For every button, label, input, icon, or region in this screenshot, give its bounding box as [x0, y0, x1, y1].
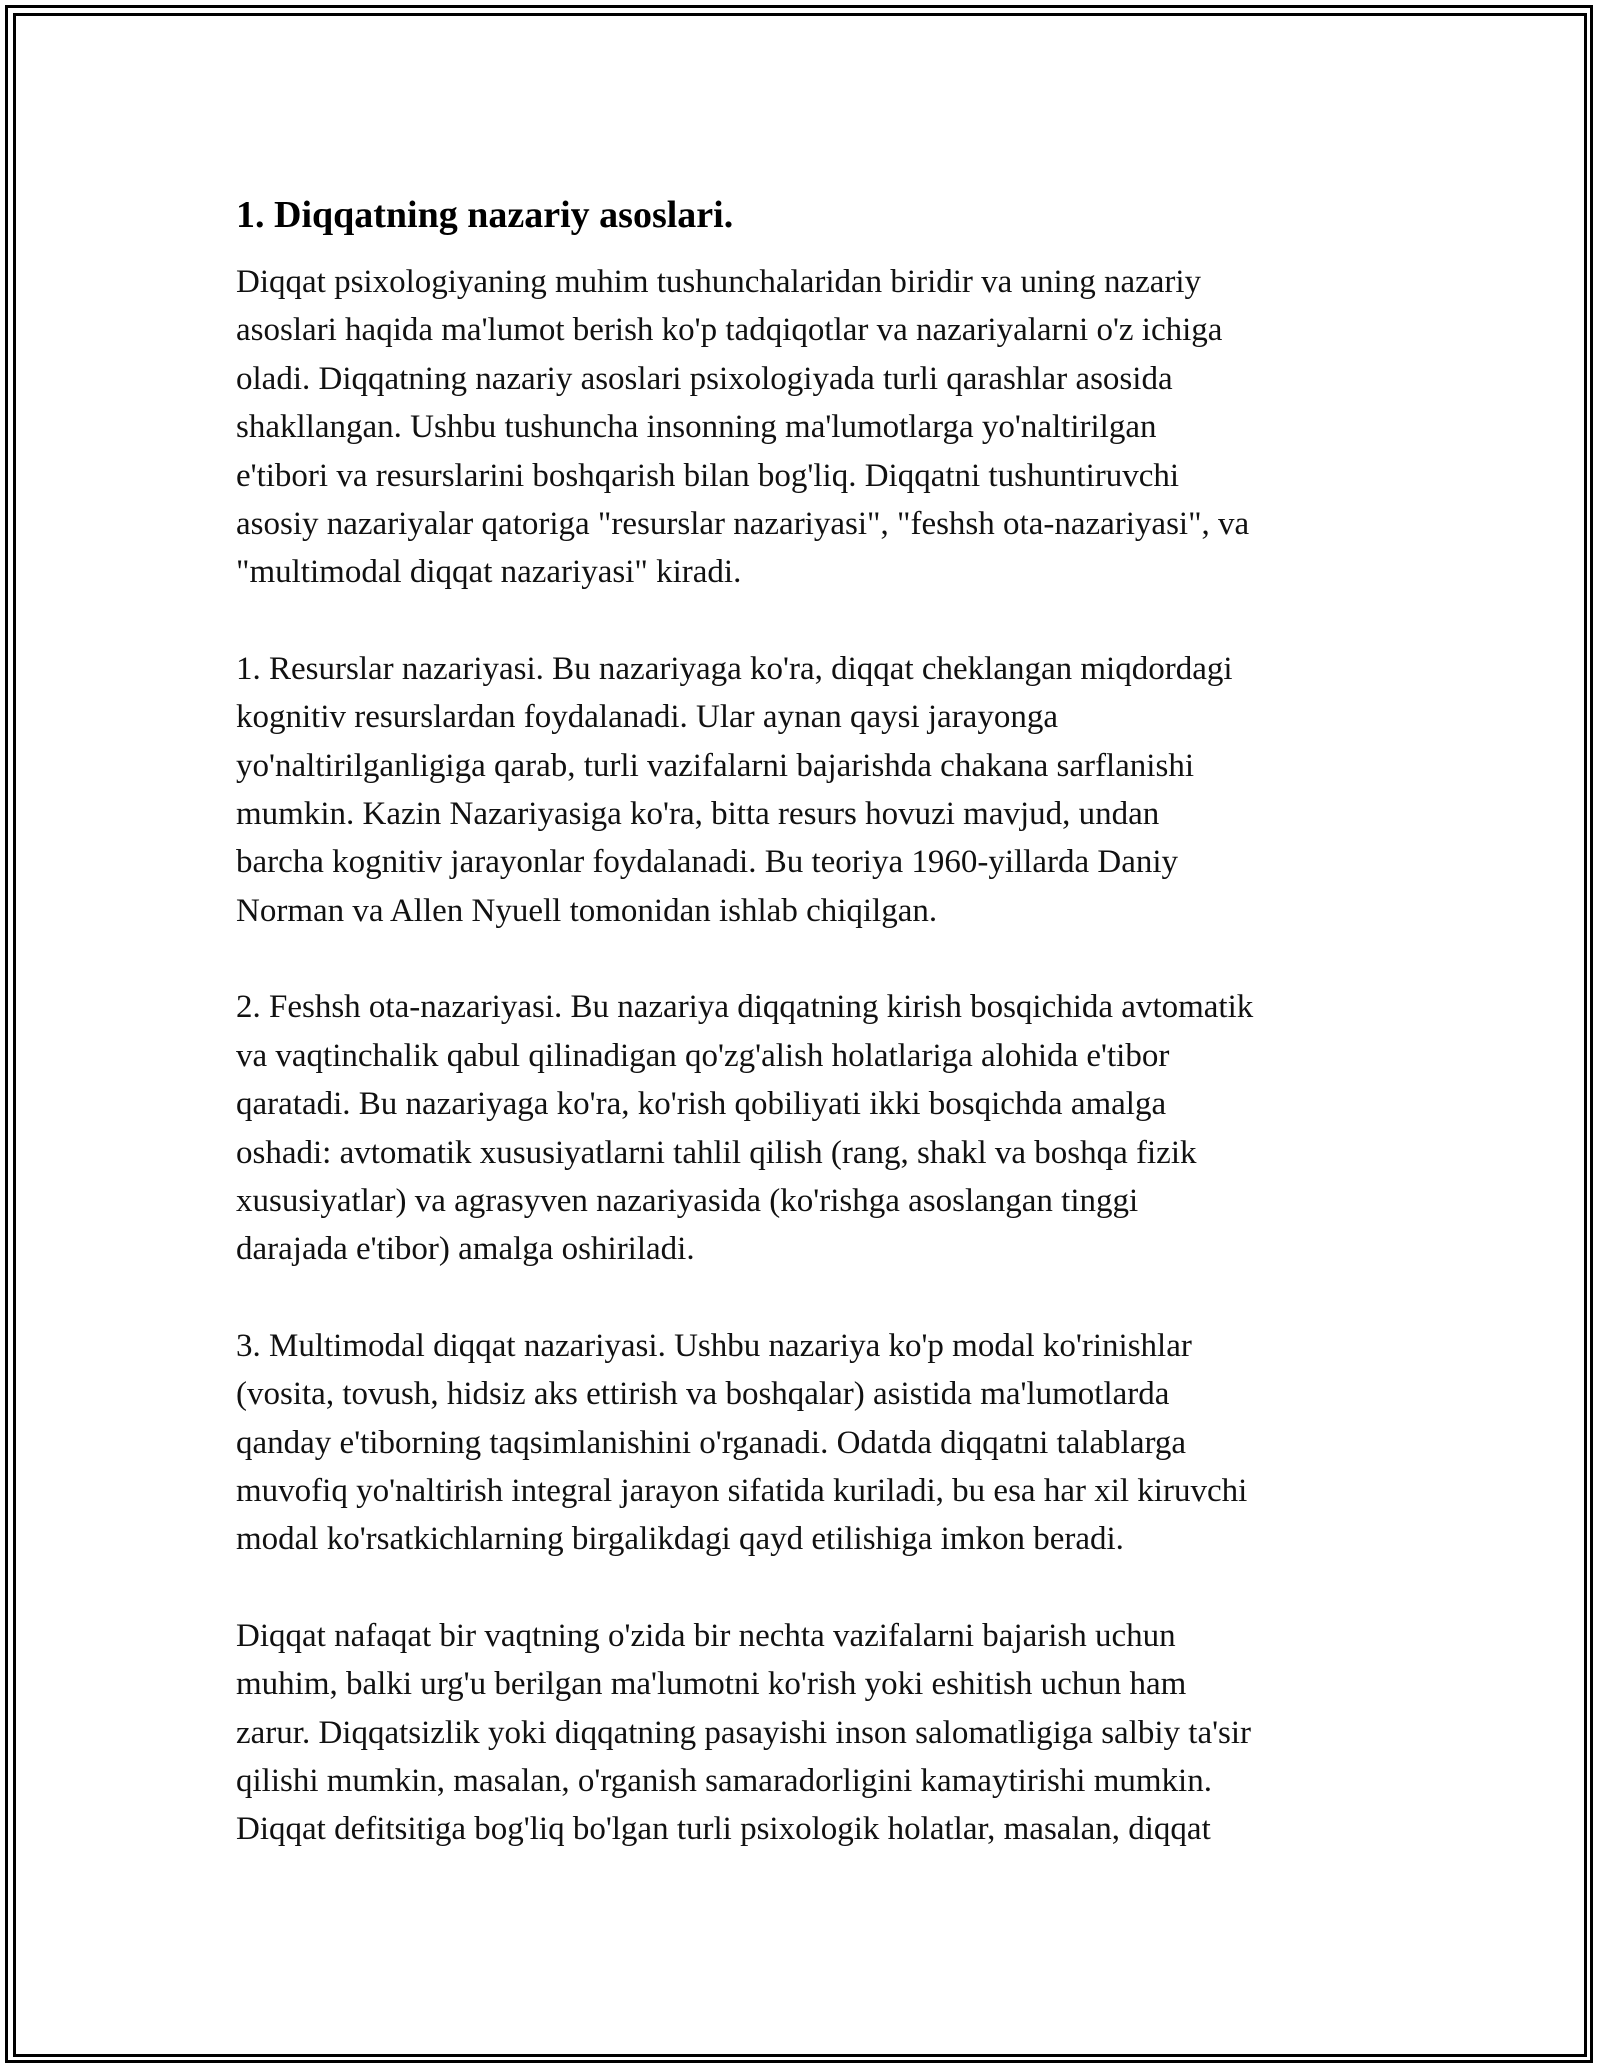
resources-theory-paragraph: 1. Resurslar nazariyasi. Bu nazariyaga ko'ra, diqqat cheklangan miqdordagi kognitiv resurslardan foydalanadi. Ular aynan qaysi jarayonga yo'naltirilganligiga qarab, turli vazifalarni bajarishda chakana sarflanishi mumkin. Kazin Nazariyasiga ko'ra, bitta resurs hovuzi mavjud, undan barcha kognitiv jarayonlar foydalanadi. Bu teoriya 1960-yillarda Daniy Norman va Allen Nyuell tomonidan ishlab chiqilgan. [236, 650, 1233, 929]
closing-paragraph: Diqqat nafaqat bir vaqtning o'zida bir nechta vazifalarni bajarish uchun muhim, balki urg'u berilgan ma'lumotni ko'rish yoki eshitish uchun ham zarur. Diqqatsizlik yoki diqqatning pasayishi inson salomatligiga salbiy ta'sir qilishi mumkin, masalan, o'rganish samaradorligini kamaytirishi mumkin. Diqqat defitsitiga bog'liq bo'lgan turli psixologik holatlar, masalan, diqqat [236, 1617, 1252, 1848]
multimodal-theory-paragraph: 3. Multimodal diqqat nazariyasi. Ushbu nazariya ko'p modal ko'rinishlar (vosita, tovush, hidsiz aks ettirish va boshqalar) asistida ma'lumotlarda qanday e'tiborning taqsimlanishini o'rganadi. Odatda diqqatni talablarga muvofiq yo'naltirish integral jarayon sifatida kuriladi, bu esa har xil kiruvchi modal ko'rsatkichlarning birgalikdagi qayd etilishiga imkon beradi. [236, 1327, 1248, 1558]
intro-paragraph: Diqqat psixologiyaning muhim tushunchalaridan biridir va uning nazariy asoslari haqida ma'lumot berish ko'p tadqiqotlar va nazariyalarni o'z ichiga oladi. Diqqatning nazariy asoslari psixologiyada turli qarashlar asosida shakllangan. Ushbu tushuncha insonning ma'lumotlarga yo'naltirilgan e'tibori va resurslarini boshqarish bilan bog'liq. Diqqatni tushuntiruvchi asosiy nazariyalar qatoriga "resurslar nazariyasi", "feshsh ota-nazariyasi", va "multimodal diqqat nazariyasi" kiradi. [236, 264, 1250, 591]
section-heading: 1. Diqqatning nazariy asoslari. [236, 194, 734, 236]
feshsh-theory-paragraph: 2. Feshsh ota-nazariyasi. Bu nazariya diqqatning kirish bosqichida avtomatik va vaqtinchalik qabul qilinadigan qo'zg'alish holatlariga alohida e'tibor qaratadi. Bu nazariyaga ko'ra, ko'rish qobiliyati ikki bosqichda amalga oshadi: avtomatik xususiyatlarni tahlil qilish (rang, shakl va boshqa fizik xususiyatlar) va agrasyven nazariyasida (ko'rishga asoslangan tinggi darajada e'tibor) amalga oshiriladi. [236, 989, 1254, 1268]
document-body [236, 190, 1376, 1854]
